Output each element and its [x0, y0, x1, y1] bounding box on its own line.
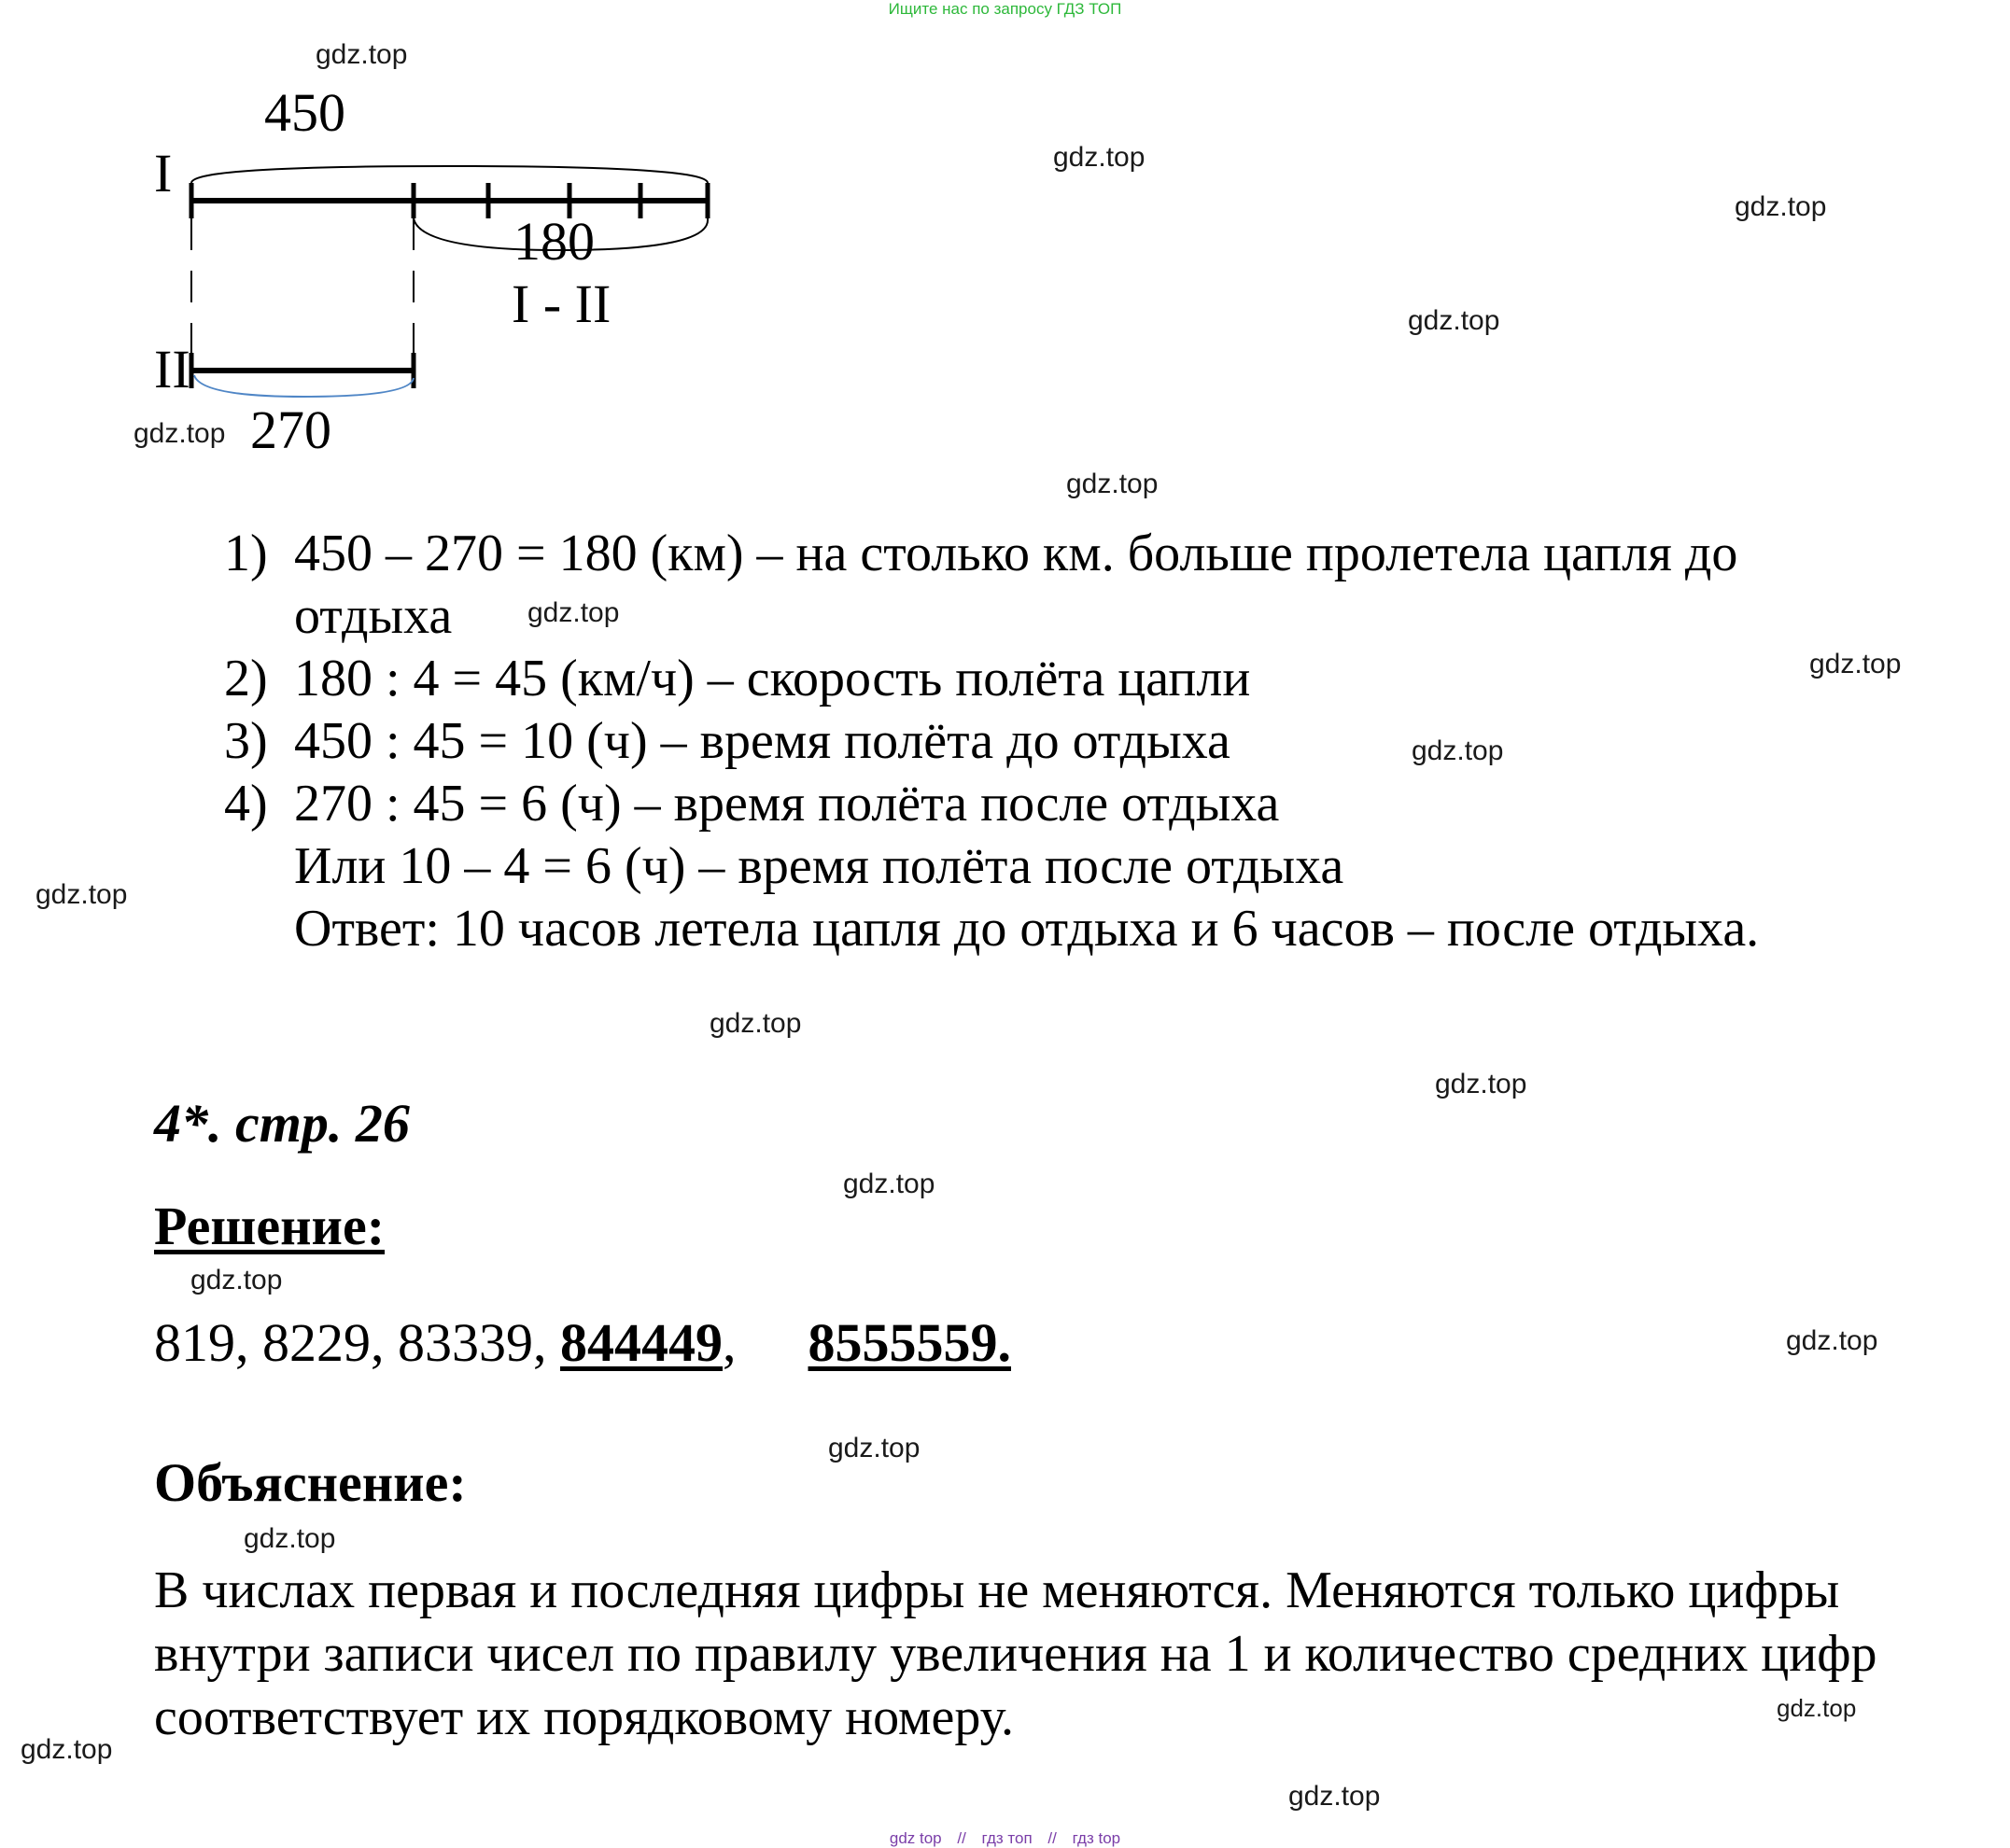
watermark: gdz.top — [828, 1433, 921, 1463]
watermark: gdz.top — [1435, 1069, 1527, 1099]
watermark: gdz.top — [1066, 469, 1159, 499]
watermark: gdz.top — [1053, 142, 1146, 173]
bottom-banner-item: gdz top — [889, 1829, 942, 1847]
step-number: 3) — [224, 712, 268, 770]
solution-steps — [224, 523, 1905, 960]
watermark: gdz.top — [1735, 191, 1827, 222]
step-text: 450 : 45 = 10 (ч) – время полёта до отдыха — [294, 712, 1230, 770]
sequence-answer-one: 844449 — [560, 1312, 723, 1373]
sequence-answer-two: 8555559. — [808, 1312, 1011, 1373]
task-title: 4*. стр. 26 — [154, 1093, 410, 1154]
step-4 — [224, 773, 1905, 835]
bottom-banner — [0, 1829, 2010, 1848]
answer-line: Ответ: 10 часов летела цапля до отдыха и 6 часов – после отдыха. — [294, 900, 1760, 958]
watermark: gdz.top — [843, 1169, 935, 1199]
watermark: gdz.top — [134, 418, 226, 449]
explanation-text: В числах первая и последняя цифры не меняются. Меняются только цифры внутри записи чисел по правилу увеличения на 1 и количество средних цифр соответствует их порядковому номеру. — [154, 1561, 1877, 1746]
step-1-continuation: отдыха — [294, 587, 453, 645]
bottom-banner-separator: // — [957, 1829, 966, 1847]
watermark: gdz.top — [244, 1523, 336, 1554]
second-value: 270 — [250, 399, 331, 460]
sequence-plain: 819, 8229, 83339, — [154, 1312, 547, 1373]
watermark: gdz.top — [1412, 735, 1504, 766]
watermark: gdz.top — [190, 1265, 283, 1295]
difference-value: 180 — [513, 211, 595, 272]
segment-diagram — [0, 0, 2010, 467]
step-3 — [224, 710, 1905, 773]
total-brace — [191, 166, 708, 183]
segment-two-label: II — [154, 339, 190, 399]
step-number: 4) — [224, 775, 268, 833]
step-text: 180 : 4 = 45 (км/ч) – скорость полёта цапли — [294, 650, 1251, 707]
bottom-banner-separator: // — [1047, 1829, 1057, 1847]
watermark: gdz.top — [527, 597, 620, 628]
watermark: gdz.top — [35, 879, 128, 910]
step-1 — [224, 523, 1905, 585]
alternative-step: Или 10 – 4 = 6 (ч) – время полёта после отдыха — [294, 837, 1344, 895]
second-brace — [194, 375, 414, 397]
number-sequence — [154, 1311, 1011, 1374]
watermark: gdz.top — [1786, 1325, 1878, 1356]
sequence-separator: , — [723, 1312, 737, 1373]
top-banner: Ищите нас по запросу ГДЗ ТОП — [888, 0, 1122, 18]
step-number: 1) — [224, 525, 268, 582]
watermark: gdz.top — [1288, 1781, 1381, 1812]
step-text: 270 : 45 = 6 (ч) – время полёта после отдыха — [294, 775, 1280, 833]
difference-label: I - II — [512, 273, 611, 334]
solution-heading: Решение: — [154, 1196, 386, 1256]
watermark: gdz.top — [710, 1008, 802, 1039]
segment-one-label: I — [154, 143, 173, 203]
step-2 — [224, 648, 1905, 710]
watermark: gdz.top — [316, 39, 408, 70]
watermark: gdz.top — [1777, 1694, 1857, 1722]
step-text: 450 – 270 = 180 (км) – на столько км. больше пролетела цапля до — [294, 525, 1738, 582]
explanation-heading: Объяснение: — [154, 1452, 467, 1513]
step-number: 2) — [224, 650, 268, 707]
bottom-banner-item: гдз top — [1072, 1829, 1121, 1847]
total-value: 450 — [264, 82, 345, 143]
watermark: gdz.top — [1408, 305, 1500, 336]
bottom-banner-item: гдз топ — [981, 1829, 1033, 1847]
watermark: gdz.top — [21, 1734, 113, 1765]
watermark: gdz.top — [1809, 649, 1902, 679]
